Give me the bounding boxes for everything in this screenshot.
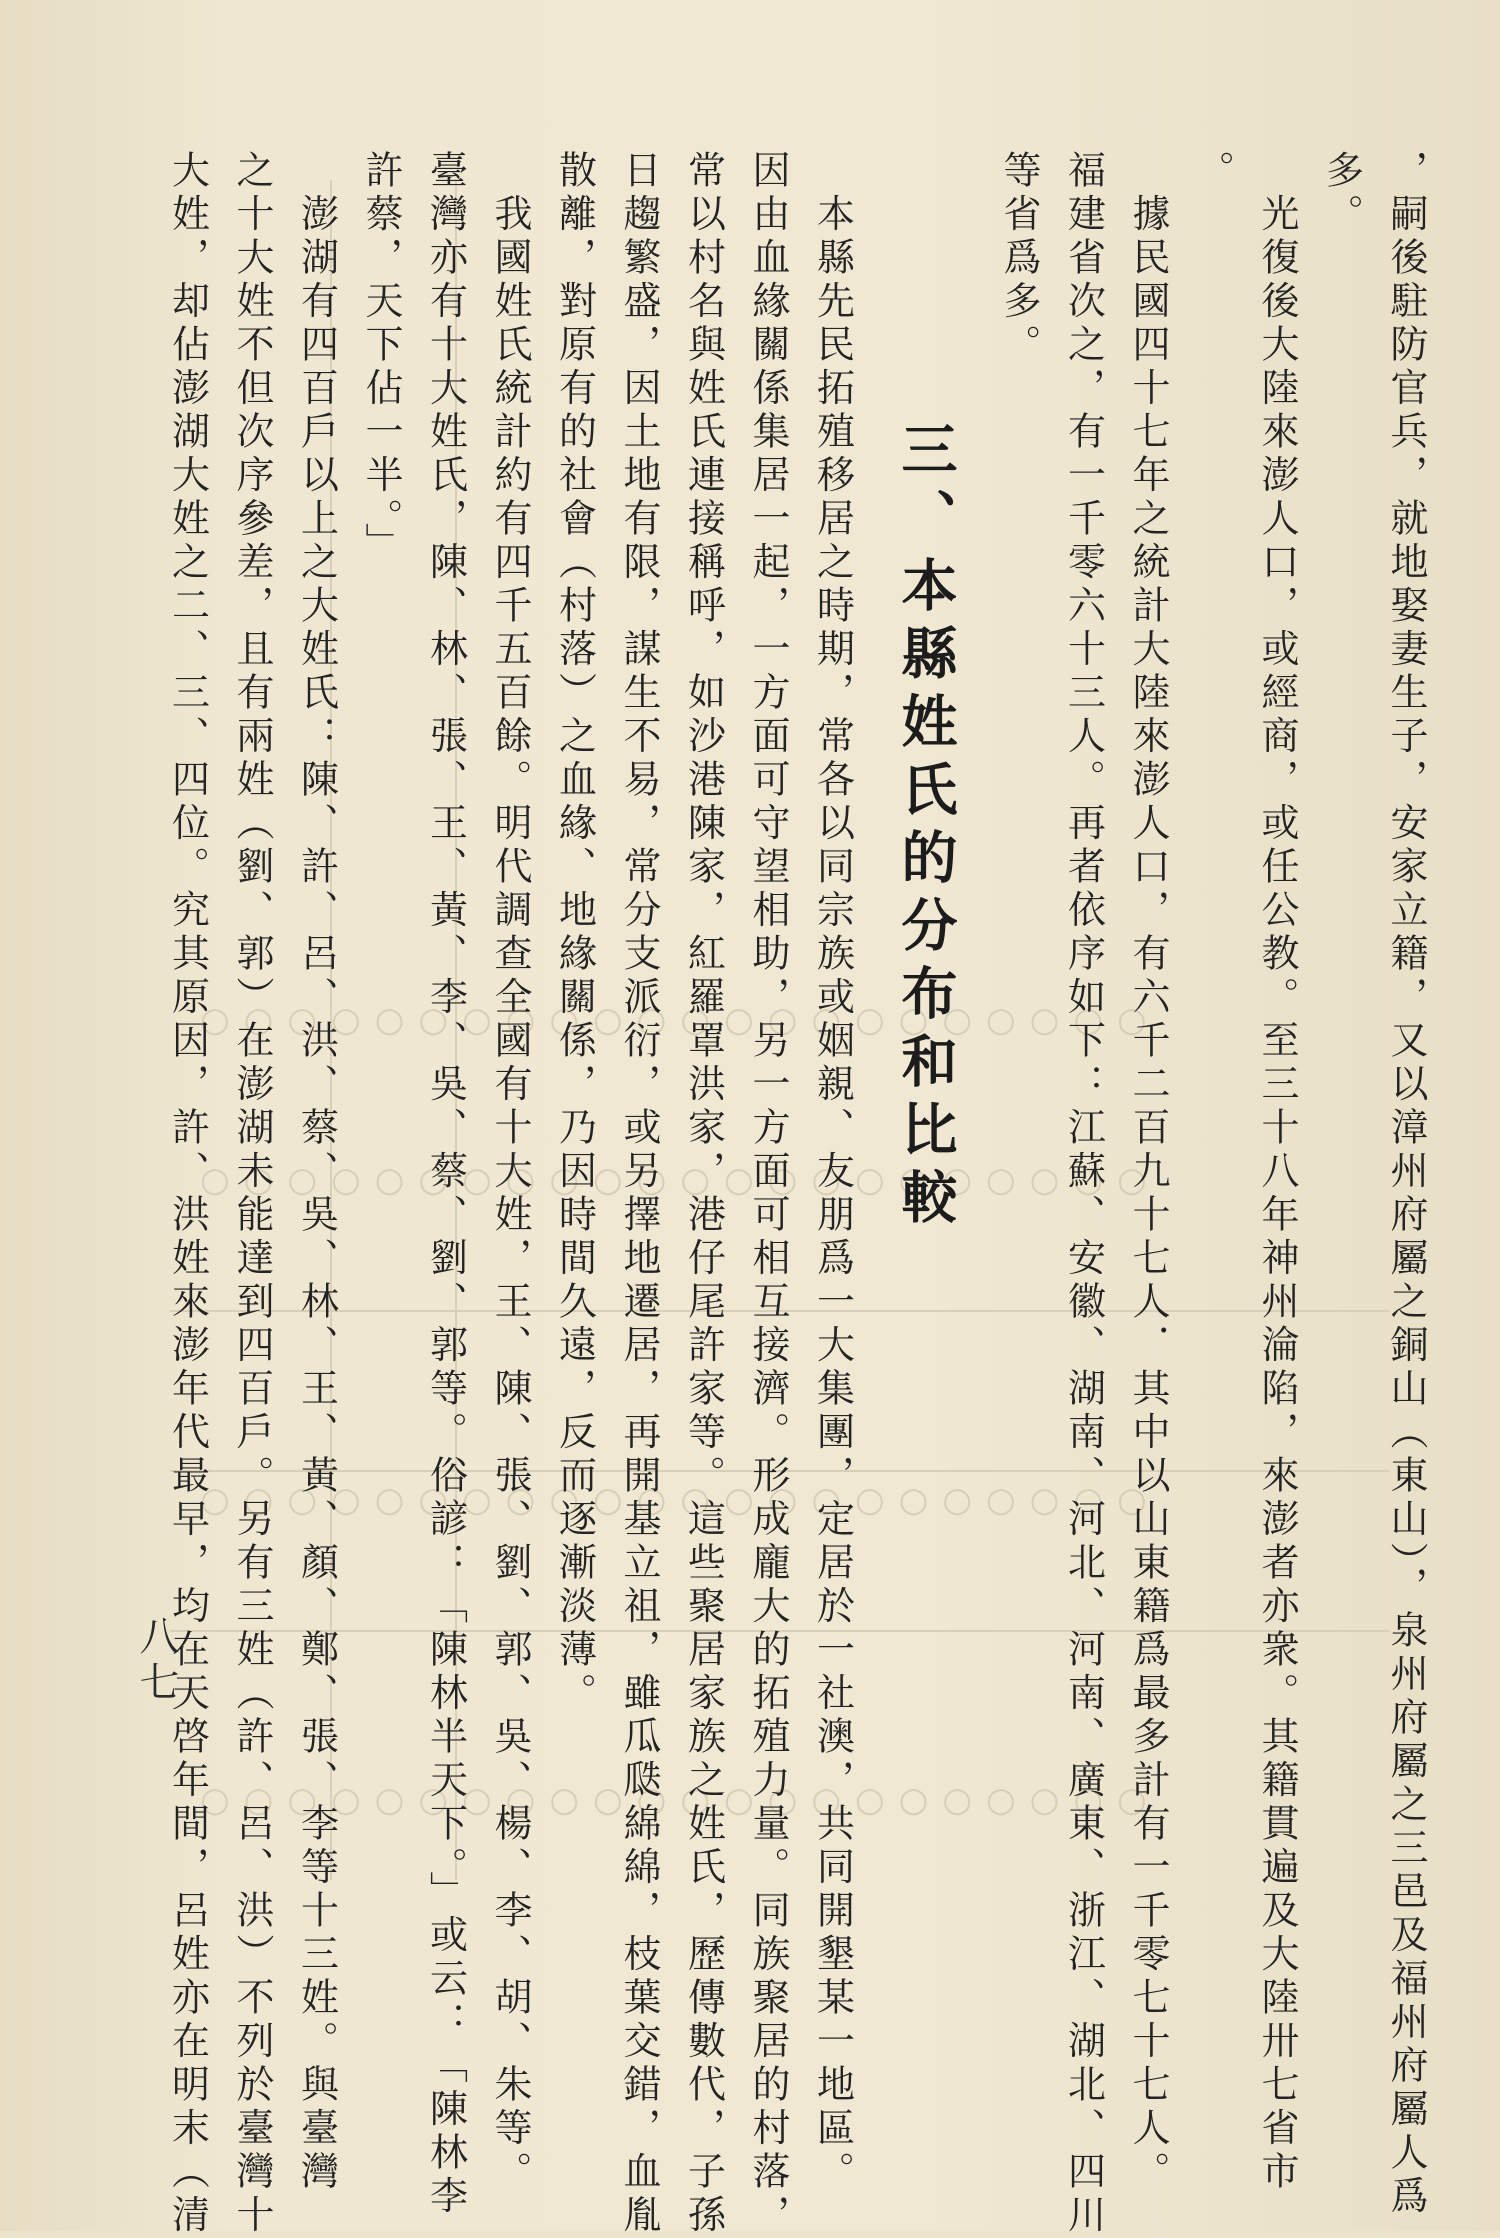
page-number: 八七	[133, 1615, 179, 1707]
text-column: 等省爲多。	[997, 150, 1041, 368]
text-column: 之十大姓不但次序參差，且有兩姓（劉、郭）在澎湖未能達到四百戶。另有三姓（許、呂、洪）不列於臺灣十	[230, 150, 274, 2238]
vertical-text-body	[155, 150, 1438, 2238]
text-column: 光復後大陸來澎人口，或經商，或任公教。至三十八年神州淪陷，來澎者亦衆。其籍貫遍及大陸卅七省市	[1255, 150, 1299, 2195]
text-column: ，嗣後駐防官兵，就地娶妻生子，安家立籍，又以漳州府屬之銅山（東山），泉州府屬之三邑及福州府屬人爲	[1384, 150, 1428, 2219]
text-column: 多。	[1319, 150, 1364, 237]
text-column: 我國姓氏統計約有四千五百餘。明代調查全國有十大姓，王、陳、張、劉、郭、吳、楊、李、胡、朱等。	[488, 150, 532, 2195]
bleed-through-text: ○○○○○○○○○○○○○○○○○○○○○○	[200, 1780, 1161, 1820]
text-column: 澎湖有四百戶以上之大姓氏：陳、許、呂、洪、蔡、吳、林、王、黃、顏、鄭、張、李等十三姓。與臺灣	[294, 150, 339, 2195]
text-column: 福建省次之，有一千零六十三人。再者依序如下：江蘇、安徽、湖南、河北、河南、廣東、浙江、湖北、四川	[1061, 150, 1106, 2238]
text-column: 大姓，却佔澎湖大姓之二、三、四位。究其原因，許、洪姓來澎年代最早，均在天啓年間，呂姓亦在明末（清	[165, 150, 210, 2238]
bleed-through-text: ○○○○○○○○○○○○○○○○○○○○○○	[200, 1160, 1161, 1200]
text-column: 常以村名與姓氏連接稱呼，如沙港陳家，紅羅罩洪家，港仔尾許家等。這些聚居家族之姓氏，歷傳數代，子孫	[681, 150, 726, 2238]
bleed-through-text: ○○○○○○○○○○○○○○○○○○○○○○	[200, 1000, 1161, 1040]
text-column: 許蔡，天下佔一半。」	[359, 150, 403, 566]
text-column: 臺灣亦有十大姓氏，陳、林、張、王、黃、李、吳、蔡、劉、郭等。俗諺：「陳林半天下。」或云：「陳林李	[423, 150, 468, 2219]
text-column: 。	[1190, 150, 1235, 194]
text-column: 據民國四十七年之統計大陸來澎人口，有六千二百九十七人．其中以山東籍爲最多計有一千零七十七人。	[1126, 150, 1170, 2195]
bleed-through-text: ○○○○○○○○○○○○○○○○○○○○○○	[200, 1480, 1161, 1520]
text-column: 散離，對原有的社會（村落）之血緣、地緣關係，乃因時間久遠，反而逐漸淡薄。	[552, 150, 597, 1716]
section-heading: 三、本縣姓氏的分布和比較	[892, 420, 959, 1236]
text-column: 日趨繁盛，因土地有限，謀生不易，常分支派衍，或另擇地遷居，再開基立祖，雖瓜瓞綿綿，枝葉交錯，血胤	[617, 150, 661, 2238]
text-column: 本縣先民拓殖移居之時期，常各以同宗族或姻親、友朋爲一大集團，定居於一社澳，共同開墾某一地區。	[810, 150, 855, 2195]
text-column: 因由血緣關係集居一起，一方面可守望相助，另一方面可相互接濟。形成龐大的拓殖力量。同族聚居的村落，	[746, 150, 790, 2238]
